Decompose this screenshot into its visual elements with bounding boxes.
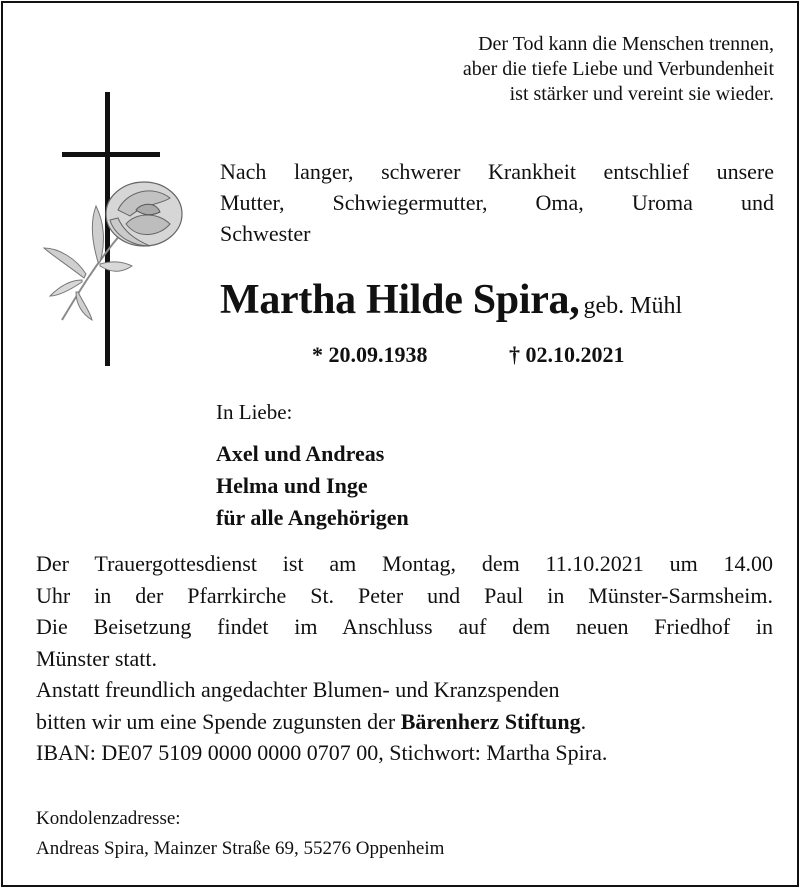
condolence-address-text: Andreas Spira, Mainzer Straße 69, 55276 Oppenheim bbox=[36, 838, 445, 859]
service-line: Anstatt freundlich angedachter Blumen- und Kranzspenden bbox=[36, 677, 560, 702]
death-date: † 02.10.2021 bbox=[509, 342, 625, 367]
intro-text bbox=[220, 156, 774, 249]
deceased-name-line bbox=[220, 276, 774, 324]
mourner-name: Axel und Andreas bbox=[216, 441, 385, 466]
mourner-name: Helma und Inge bbox=[216, 473, 368, 498]
intro-line: Mutter, Schwiegermutter, Oma, Uroma und bbox=[220, 190, 774, 215]
maiden-name: geb. Mühl bbox=[583, 293, 683, 319]
service-line: Die Beisetzung findet im Anschluss auf dem neuen Friedhof in bbox=[36, 614, 773, 639]
donation-suffix: . bbox=[580, 708, 587, 734]
mourner-name: für alle Angehörigen bbox=[216, 505, 409, 530]
donation-organization: Bärenherz Stiftung bbox=[400, 708, 581, 734]
quote-line: aber die tiefe Liebe und Verbundenheit bbox=[462, 58, 774, 80]
intro-line: Schwester bbox=[220, 221, 311, 246]
mourners-list bbox=[216, 438, 409, 534]
donation-line bbox=[36, 706, 773, 738]
service-info bbox=[36, 548, 773, 769]
condolence-label: Kondolenzadresse: bbox=[36, 808, 181, 829]
rose-icon bbox=[40, 170, 190, 325]
intro-line: Nach langer, schwerer Krankheit entschlief unsere bbox=[220, 159, 774, 184]
service-line: Uhr in der Pfarrkirche St. Peter und Paul in Münster-Sarmsheim. bbox=[36, 582, 773, 608]
donation-prefix: bitten wir um eine Spende zugunsten der bbox=[36, 708, 401, 734]
service-line: Münster statt. bbox=[36, 645, 157, 671]
mourners-label: In Liebe: bbox=[216, 400, 293, 424]
iban-line: IBAN: DE07 5109 0000 0000 0707 00, Stichwort: Martha Spira. bbox=[36, 740, 608, 765]
memorial-quote bbox=[354, 32, 774, 107]
service-line: Der Trauergottesdienst ist am Montag, dem 11.10.2021 um 14.00 bbox=[36, 551, 773, 576]
birth-date: * 20.09.1938 bbox=[312, 342, 428, 367]
quote-line: Der Tod kann die Menschen trennen, bbox=[478, 33, 774, 55]
deceased-name: Martha Hilde Spira, bbox=[220, 277, 580, 323]
quote-line: ist stärker und vereint sie wieder. bbox=[509, 83, 774, 105]
condolence-address bbox=[36, 804, 444, 864]
